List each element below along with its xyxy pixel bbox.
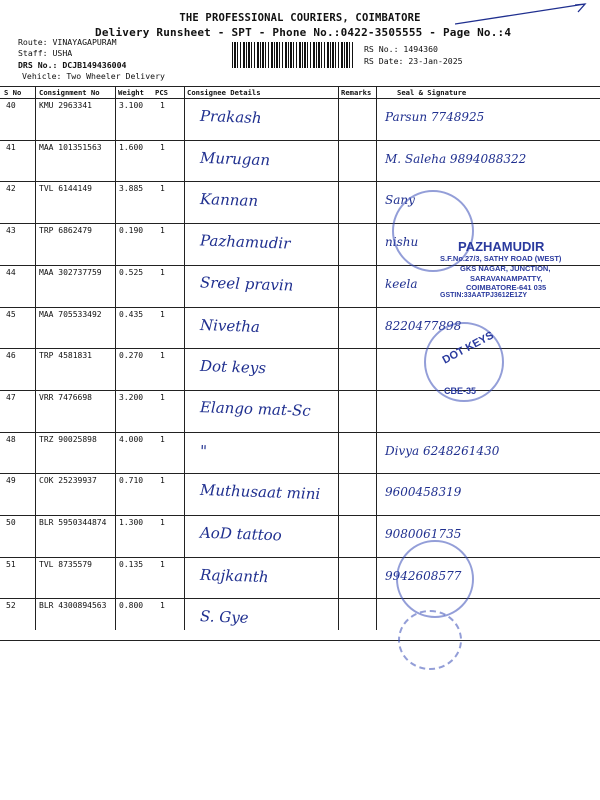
row-sno: 44	[6, 267, 16, 277]
row-consignment-no: COK 25239937	[39, 476, 97, 486]
col-header-consignment: Consignment No	[39, 88, 100, 97]
row-consignment-no: TRZ 90025898	[39, 434, 97, 444]
row-weight: 0.710	[119, 476, 144, 486]
row-pcs: 1	[160, 101, 165, 110]
dotkeys-stamp-name: DOT KEYS	[440, 329, 496, 367]
row-weight: 3.200	[119, 392, 144, 402]
row-sno: 51	[6, 559, 16, 569]
row-sno: 45	[6, 309, 16, 319]
barcode	[232, 42, 354, 68]
pen-arrow-mark	[455, 2, 590, 32]
row-pcs: 1	[160, 434, 165, 444]
row-sno: 43	[6, 226, 16, 236]
row-consignee-handwritten: Elango mat-Sc	[199, 397, 311, 420]
row-seal-signature: 9600458319	[385, 485, 462, 500]
col-header-weight: Weight	[118, 88, 144, 97]
row-consignment-no: MAA 101351563	[39, 142, 102, 152]
row-weight: 0.270	[119, 351, 144, 361]
row-sno: 49	[6, 476, 16, 486]
vehicle-label: Vehicle: Two Wheeler Delivery	[22, 71, 165, 81]
row-seal-signature: keela	[385, 276, 418, 291]
col-header-seal: Seal & Signature	[397, 88, 467, 97]
row-consignment-no: MAA 302737759	[39, 267, 102, 277]
row-pcs: 1	[160, 518, 165, 527]
row-seal-signature: Parsun 7748925	[385, 110, 485, 124]
row-consignment-no: VRR 7476698	[39, 392, 92, 402]
row-consignee-handwritten: Sreel pravin	[199, 273, 294, 295]
row-sno: 48	[6, 434, 16, 444]
row-seal-signature: nishu	[385, 235, 419, 250]
col-header-remarks: Remarks	[341, 88, 372, 97]
runsheet-title: Delivery Runsheet - SPT - Phone No.:0422-3505555 - Page No.:4	[95, 26, 512, 39]
drs-number: DRS No.: DCJB149436004	[18, 60, 127, 70]
row-sno: 40	[6, 101, 16, 110]
row-sno: 50	[6, 518, 16, 527]
round-seal-row52	[398, 610, 462, 670]
row-consignee-handwritten: "	[199, 441, 208, 460]
row-pcs: 1	[160, 142, 165, 152]
col-header-pcs: PCS	[155, 88, 168, 97]
row-consignee-handwritten: Murugan	[199, 148, 271, 169]
pazhamudir-stamp-name: PAZHAMUDIR	[458, 239, 545, 254]
rs-number: RS No.: 1494360	[364, 44, 438, 54]
row-pcs: 1	[160, 392, 165, 402]
row-weight: 0.435	[119, 309, 144, 319]
staff-label: Staff: USHA	[18, 48, 73, 58]
row-consignee-handwritten: Pazhamudir	[199, 231, 291, 253]
row-pcs: 1	[160, 351, 165, 361]
row-weight: 0.135	[119, 559, 144, 569]
dotkeys-stamp-code: CBE-35	[444, 386, 477, 396]
row-seal-signature: 9942608577	[385, 568, 462, 583]
row-weight: 0.525	[119, 267, 144, 277]
pazhamudir-stamp-line3: SARAVANAMPATTY,	[470, 274, 543, 283]
row-consignee-handwritten: Dot keys	[199, 357, 267, 378]
row-consignment-no: KMU 2963341	[39, 101, 92, 110]
row-weight: 0.800	[119, 601, 144, 611]
route-label: Route: VINAYAGAPURAM	[18, 37, 117, 47]
row-weight: 1.300	[119, 518, 144, 527]
row-seal-signature: M. Saleha 9894088322	[385, 151, 527, 166]
pazhamudir-stamp-line4: COIMBATORE-641 035	[466, 283, 547, 292]
row-pcs: 1	[160, 184, 165, 194]
row-weight: 1.600	[119, 142, 144, 152]
row-pcs: 1	[160, 226, 165, 236]
row-weight: 3.885	[119, 184, 144, 194]
row-pcs: 1	[160, 476, 165, 486]
pazhamudir-stamp-gstin: GSTIN:33AATPJ3612E1ZY	[440, 292, 528, 299]
row-consignee-handwritten: Nivetha	[199, 315, 261, 336]
row-seal-signature: 9080061735	[385, 527, 462, 541]
row-sno: 42	[6, 184, 16, 194]
row-pcs: 1	[160, 601, 165, 611]
row-weight: 4.000	[119, 434, 144, 444]
row-consignee-handwritten: Rajkanth	[199, 565, 269, 586]
row-weight: 0.190	[119, 226, 144, 236]
row-sno: 52	[6, 601, 16, 611]
row-consignee-handwritten: Prakash	[199, 106, 262, 128]
row-consignment-no: BLR 5950344874	[39, 518, 107, 527]
row-consignment-no: TVL 8735579	[39, 559, 92, 569]
pazhamudir-stamp-line2: GKS NAGAR, JUNCTION,	[460, 264, 551, 273]
row-consignment-no: BLR 4300894563	[39, 601, 107, 611]
row-pcs: 1	[160, 309, 165, 319]
col-header-sno: S No	[4, 88, 22, 97]
row-consignee-handwritten: AoD tattoo	[199, 523, 283, 545]
row-seal-signature: Sany	[385, 193, 415, 208]
row-consignment-no: TRP 6862479	[39, 226, 92, 236]
row-consignment-no: MAA 705533492	[39, 309, 102, 319]
row-consignment-no: TVL 6144149	[39, 184, 92, 194]
round-seal-row51	[396, 540, 474, 618]
row-sno: 46	[6, 351, 16, 361]
col-header-consignee: Consignee Details	[187, 88, 261, 97]
pazhamudir-stamp-line1: S.F.No.27/3, SATHY ROAD (WEST)	[440, 254, 562, 263]
row-pcs: 1	[160, 267, 165, 277]
row-sno: 47	[6, 392, 16, 402]
rs-date: RS Date: 23-Jan-2025	[364, 56, 463, 66]
row-seal-signature: 8220477898	[385, 318, 462, 333]
company-title: THE PROFESSIONAL COURIERS, COIMBATORE	[179, 12, 421, 24]
row-consignee-handwritten: Kannan	[199, 190, 259, 211]
row-consignment-no: TRP 4581831	[39, 351, 92, 361]
row-sno: 41	[6, 142, 16, 152]
row-consignee-handwritten: Muthusaat mini	[199, 481, 321, 504]
row-seal-signature: Divya 6248261430	[385, 443, 500, 458]
row-weight: 3.100	[119, 101, 144, 110]
row-consignee-handwritten: S. Gye	[199, 607, 249, 628]
row-pcs: 1	[160, 559, 165, 569]
